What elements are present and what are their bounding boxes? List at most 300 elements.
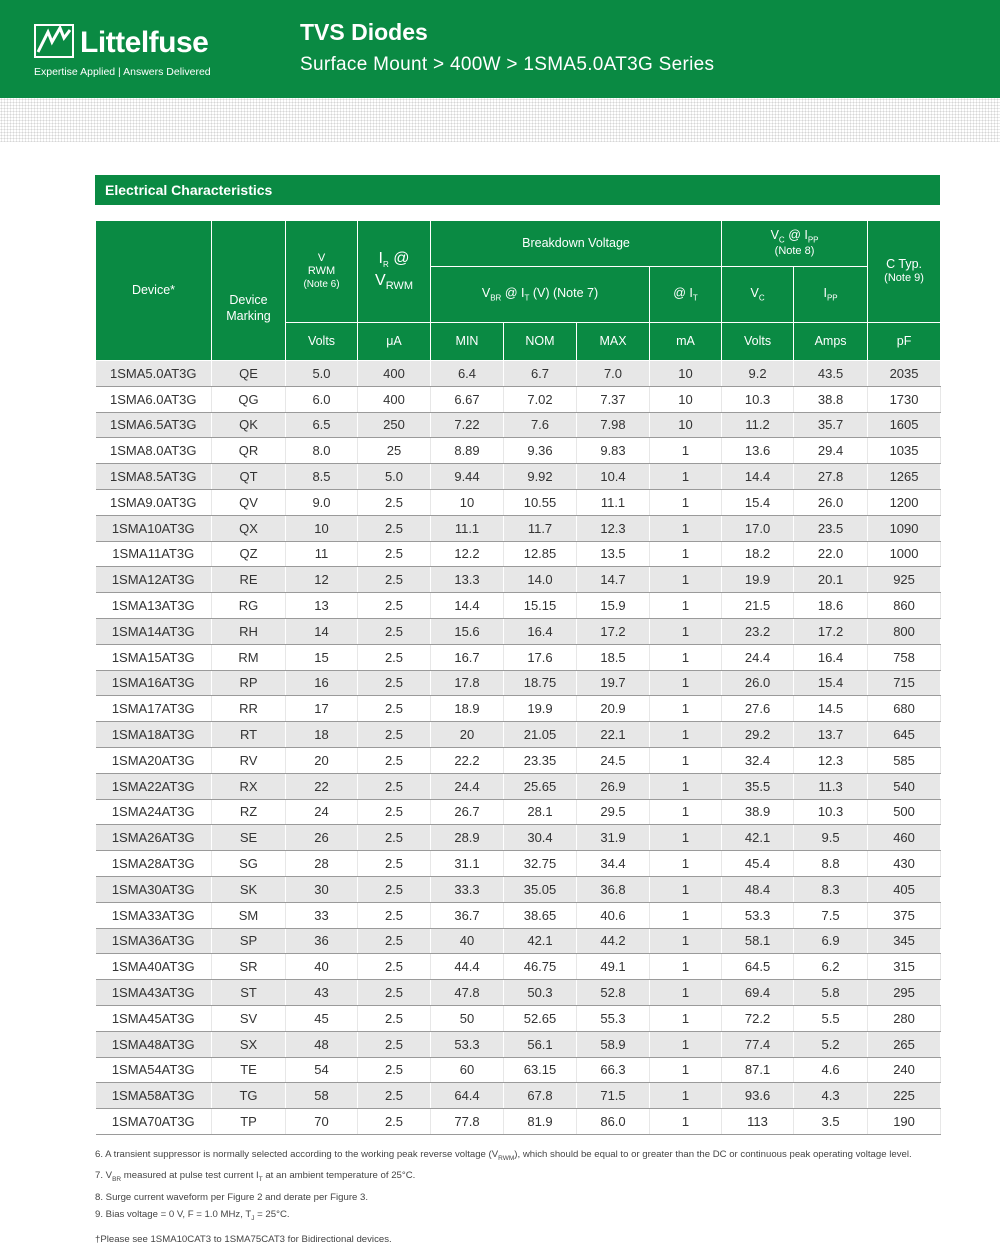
cell-device: 1SMA6.0AT3G: [96, 386, 212, 412]
cell-marking: QG: [212, 386, 286, 412]
cell-vrwm: 70: [286, 1109, 358, 1135]
note-8: 8. Surge current waveform per Figure 2 and derate per Figure 3.: [95, 1191, 369, 1203]
cell-vc: 19.9: [722, 567, 794, 593]
cell-vc: 17.0: [722, 515, 794, 541]
cell-ir: 400: [358, 386, 431, 412]
cell-device: 1SMA6.5AT3G: [96, 412, 212, 438]
cell-vbr-max: 9.83: [577, 438, 650, 464]
cell-device: 1SMA8.5AT3G: [96, 464, 212, 490]
cell-vc: 11.2: [722, 412, 794, 438]
cell-marking: SM: [212, 902, 286, 928]
cell-vbr-min: 7.22: [431, 412, 504, 438]
cell-vbr-min: 60: [431, 1057, 504, 1083]
cell-vrwm: 54: [286, 1057, 358, 1083]
cell-vrwm: 10: [286, 515, 358, 541]
table-row: [96, 902, 941, 928]
cell-ir: 2.5: [358, 928, 431, 954]
cell-c-typ: 645: [868, 722, 941, 748]
cell-vbr-max: 36.8: [577, 876, 650, 902]
cell-vbr-nom: 81.9: [504, 1109, 577, 1135]
cell-vc: 32.4: [722, 747, 794, 773]
cell-vbr-min: 8.89: [431, 438, 504, 464]
cell-vrwm: 26: [286, 825, 358, 851]
cell-vbr-max: 71.5: [577, 1083, 650, 1109]
header-banner: [0, 0, 1000, 98]
cell-c-typ: 460: [868, 825, 941, 851]
cell-vbr-min: 28.9: [431, 825, 504, 851]
cell-marking: RR: [212, 696, 286, 722]
cell-it: 1: [650, 567, 722, 593]
cell-it: 1: [650, 593, 722, 619]
cell-vbr-max: 17.2: [577, 618, 650, 644]
cell-vrwm: 16: [286, 670, 358, 696]
cell-c-typ: 2035: [868, 361, 941, 387]
cell-c-typ: 1090: [868, 515, 941, 541]
cell-it: 1: [650, 670, 722, 696]
table-row: [96, 825, 941, 851]
cell-c-typ: 315: [868, 954, 941, 980]
cell-ipp: 9.5: [794, 825, 868, 851]
cell-vbr-nom: 16.4: [504, 618, 577, 644]
cell-vc: 53.3: [722, 902, 794, 928]
cell-vbr-min: 16.7: [431, 644, 504, 670]
cell-ipp: 6.9: [794, 928, 868, 954]
unit-cell: Volts: [286, 323, 358, 361]
cell-c-typ: 925: [868, 567, 941, 593]
table-row: [96, 722, 941, 748]
cell-vbr-max: 40.6: [577, 902, 650, 928]
cell-device: 1SMA17AT3G: [96, 696, 212, 722]
cell-marking: ST: [212, 980, 286, 1006]
cell-ipp: 16.4: [794, 644, 868, 670]
cell-ir: 2.5: [358, 1109, 431, 1135]
cell-ipp: 14.5: [794, 696, 868, 722]
cell-vbr-max: 55.3: [577, 1005, 650, 1031]
cell-ir: 2.5: [358, 541, 431, 567]
cell-vc: 26.0: [722, 670, 794, 696]
cell-vbr-max: 22.1: [577, 722, 650, 748]
cell-vrwm: 18: [286, 722, 358, 748]
unit-cell: mA: [650, 323, 722, 361]
cell-marking: QV: [212, 489, 286, 515]
cell-vbr-max: 7.37: [577, 386, 650, 412]
cell-marking: TG: [212, 1083, 286, 1109]
cell-vrwm: 58: [286, 1083, 358, 1109]
cell-vbr-nom: 25.65: [504, 773, 577, 799]
table-row: [96, 386, 941, 412]
cell-c-typ: 375: [868, 902, 941, 928]
cell-vc: 69.4: [722, 980, 794, 1006]
cell-vrwm: 15: [286, 644, 358, 670]
cell-marking: QE: [212, 361, 286, 387]
cell-vbr-nom: 50.3: [504, 980, 577, 1006]
cell-vbr-nom: 30.4: [504, 825, 577, 851]
cell-device: 1SMA16AT3G: [96, 670, 212, 696]
cell-ipp: 22.0: [794, 541, 868, 567]
cell-it: 1: [650, 696, 722, 722]
cell-vbr-nom: 56.1: [504, 1031, 577, 1057]
cell-vc: 113: [722, 1109, 794, 1135]
cell-device: 1SMA11AT3G: [96, 541, 212, 567]
table-row: [96, 851, 941, 877]
table-row: [96, 1057, 941, 1083]
cell-marking: RX: [212, 773, 286, 799]
cell-vbr-min: 50: [431, 1005, 504, 1031]
cell-vbr-nom: 38.65: [504, 902, 577, 928]
table-row: [96, 412, 941, 438]
cell-ipp: 23.5: [794, 515, 868, 541]
cell-vc: 93.6: [722, 1083, 794, 1109]
cell-it: 1: [650, 722, 722, 748]
table-row: [96, 696, 941, 722]
cell-ipp: 12.3: [794, 747, 868, 773]
cell-vbr-nom: 23.35: [504, 747, 577, 773]
cell-device: 1SMA24AT3G: [96, 799, 212, 825]
cell-ir: 2.5: [358, 593, 431, 619]
cell-vc: 9.2: [722, 361, 794, 387]
littelfuse-logo[interactable]: [34, 24, 224, 84]
cell-c-typ: 265: [868, 1031, 941, 1057]
cell-ipp: 6.2: [794, 954, 868, 980]
cell-ipp: 8.8: [794, 851, 868, 877]
cell-ipp: 7.5: [794, 902, 868, 928]
table-row: [96, 438, 941, 464]
cell-marking: RG: [212, 593, 286, 619]
cell-vbr-nom: 52.65: [504, 1005, 577, 1031]
cell-marking: RZ: [212, 799, 286, 825]
cell-device: 1SMA43AT3G: [96, 980, 212, 1006]
cell-vbr-max: 29.5: [577, 799, 650, 825]
table-row: [96, 489, 941, 515]
cell-c-typ: 345: [868, 928, 941, 954]
cell-it: 1: [650, 902, 722, 928]
cell-it: 1: [650, 825, 722, 851]
cell-vc: 14.4: [722, 464, 794, 490]
cell-marking: RP: [212, 670, 286, 696]
cell-it: 1: [650, 515, 722, 541]
cell-vbr-max: 15.9: [577, 593, 650, 619]
cell-vbr-max: 44.2: [577, 928, 650, 954]
cell-vbr-min: 6.4: [431, 361, 504, 387]
cell-vbr-nom: 46.75: [504, 954, 577, 980]
cell-ipp: 38.8: [794, 386, 868, 412]
cell-c-typ: 540: [868, 773, 941, 799]
cell-vbr-max: 20.9: [577, 696, 650, 722]
cell-vbr-max: 7.98: [577, 412, 650, 438]
cell-ipp: 13.7: [794, 722, 868, 748]
cell-device: 1SMA8.0AT3G: [96, 438, 212, 464]
cell-marking: TP: [212, 1109, 286, 1135]
cell-it: 10: [650, 386, 722, 412]
cell-it: 1: [650, 1109, 722, 1135]
header-device-marking: Device Marking: [212, 221, 286, 361]
cell-c-typ: 405: [868, 876, 941, 902]
cell-ipp: 20.1: [794, 567, 868, 593]
cell-device: 1SMA15AT3G: [96, 644, 212, 670]
cell-vc: 87.1: [722, 1057, 794, 1083]
cell-it: 1: [650, 541, 722, 567]
cell-vbr-min: 9.44: [431, 464, 504, 490]
footnotes: [95, 1146, 955, 1248]
cell-marking: RV: [212, 747, 286, 773]
cell-device: 1SMA58AT3G: [96, 1083, 212, 1109]
cell-marking: QZ: [212, 541, 286, 567]
cell-vbr-min: 10: [431, 489, 504, 515]
cell-vrwm: 20: [286, 747, 358, 773]
cell-marking: SR: [212, 954, 286, 980]
littelfuse-logo-icon: [34, 24, 74, 58]
cell-vc: 35.5: [722, 773, 794, 799]
cell-vrwm: 9.0: [286, 489, 358, 515]
cell-device: 1SMA13AT3G: [96, 593, 212, 619]
cell-vbr-nom: 7.6: [504, 412, 577, 438]
cell-ir: 2.5: [358, 567, 431, 593]
cell-vbr-min: 17.8: [431, 670, 504, 696]
cell-ipp: 35.7: [794, 412, 868, 438]
cell-marking: QX: [212, 515, 286, 541]
cell-vbr-nom: 12.85: [504, 541, 577, 567]
cell-ir: 2.5: [358, 1031, 431, 1057]
cell-vc: 13.6: [722, 438, 794, 464]
cell-vbr-nom: 7.02: [504, 386, 577, 412]
cell-ipp: 29.4: [794, 438, 868, 464]
cell-marking: SK: [212, 876, 286, 902]
cell-vrwm: 48: [286, 1031, 358, 1057]
cell-vc: 29.2: [722, 722, 794, 748]
cell-ir: 5.0: [358, 464, 431, 490]
cell-it: 1: [650, 747, 722, 773]
cell-device: 1SMA10AT3G: [96, 515, 212, 541]
cell-ipp: 3.5: [794, 1109, 868, 1135]
cell-vbr-min: 22.2: [431, 747, 504, 773]
cell-ir: 2.5: [358, 696, 431, 722]
cell-vc: 48.4: [722, 876, 794, 902]
cell-vrwm: 5.0: [286, 361, 358, 387]
cell-vbr-nom: 17.6: [504, 644, 577, 670]
cell-device: 1SMA54AT3G: [96, 1057, 212, 1083]
cell-it: 10: [650, 361, 722, 387]
cell-ir: 2.5: [358, 644, 431, 670]
cell-ir: 2.5: [358, 722, 431, 748]
cell-vbr-min: 6.67: [431, 386, 504, 412]
cell-device: 1SMA30AT3G: [96, 876, 212, 902]
table-row: [96, 515, 941, 541]
table-row: [96, 773, 941, 799]
cell-marking: RT: [212, 722, 286, 748]
section-title: Electrical Characteristics: [105, 182, 273, 198]
cell-device: 1SMA22AT3G: [96, 773, 212, 799]
cell-c-typ: 280: [868, 1005, 941, 1031]
cell-device: 1SMA9.0AT3G: [96, 489, 212, 515]
cell-it: 1: [650, 1057, 722, 1083]
cell-ipp: 27.8: [794, 464, 868, 490]
cell-it: 1: [650, 954, 722, 980]
cell-ir: 2.5: [358, 1057, 431, 1083]
cell-vrwm: 11: [286, 541, 358, 567]
table-row: [96, 670, 941, 696]
cell-vrwm: 22: [286, 773, 358, 799]
cell-c-typ: 715: [868, 670, 941, 696]
cell-c-typ: 295: [868, 980, 941, 1006]
table-row: [96, 928, 941, 954]
cell-ir: 2.5: [358, 825, 431, 851]
unit-cell: pF: [868, 323, 941, 361]
cell-c-typ: 190: [868, 1109, 941, 1135]
cell-device: 1SMA18AT3G: [96, 722, 212, 748]
cell-vbr-min: 12.2: [431, 541, 504, 567]
cell-vbr-min: 26.7: [431, 799, 504, 825]
cell-ipp: 5.8: [794, 980, 868, 1006]
cell-it: 1: [650, 773, 722, 799]
cell-vbr-min: 14.4: [431, 593, 504, 619]
cell-c-typ: 225: [868, 1083, 941, 1109]
table-body: [96, 361, 941, 1135]
cell-c-typ: 1000: [868, 541, 941, 567]
cell-vrwm: 12: [286, 567, 358, 593]
cell-vbr-nom: 19.9: [504, 696, 577, 722]
unit-cell: MAX: [577, 323, 650, 361]
brand-tagline: Expertise Applied | Answers Delivered: [34, 66, 211, 78]
cell-c-typ: 1200: [868, 489, 941, 515]
cell-ipp: 8.3: [794, 876, 868, 902]
cell-vc: 15.4: [722, 489, 794, 515]
table-row: [96, 954, 941, 980]
cell-it: 1: [650, 644, 722, 670]
cell-vrwm: 6.5: [286, 412, 358, 438]
cell-ir: 2.5: [358, 799, 431, 825]
cell-device: 1SMA5.0AT3G: [96, 361, 212, 387]
cell-ir: 2.5: [358, 851, 431, 877]
cell-device: 1SMA28AT3G: [96, 851, 212, 877]
table-row: [96, 567, 941, 593]
cell-vc: 18.2: [722, 541, 794, 567]
table-row: [96, 980, 941, 1006]
page-title: TVS Diodes: [300, 19, 428, 45]
cell-ipp: 15.4: [794, 670, 868, 696]
cell-vrwm: 24: [286, 799, 358, 825]
cell-ipp: 5.5: [794, 1005, 868, 1031]
cell-vc: 58.1: [722, 928, 794, 954]
cell-vbr-min: 18.9: [431, 696, 504, 722]
cell-c-typ: 680: [868, 696, 941, 722]
cell-vrwm: 36: [286, 928, 358, 954]
cell-vbr-max: 24.5: [577, 747, 650, 773]
cell-ir: 2.5: [358, 1083, 431, 1109]
cell-ir: 25: [358, 438, 431, 464]
cell-vbr-nom: 11.7: [504, 515, 577, 541]
electrical-characteristics-table: [95, 220, 941, 1135]
cell-vbr-min: 31.1: [431, 851, 504, 877]
cell-vrwm: 40: [286, 954, 358, 980]
cell-ir: 2.5: [358, 515, 431, 541]
table-row: [96, 541, 941, 567]
cell-ir: 2.5: [358, 954, 431, 980]
cell-c-typ: 585: [868, 747, 941, 773]
cell-vbr-nom: 32.75: [504, 851, 577, 877]
cell-it: 1: [650, 980, 722, 1006]
cell-ir: 2.5: [358, 747, 431, 773]
cell-vbr-max: 58.9: [577, 1031, 650, 1057]
note-7: 7. $V_{BR}$ measured at pulse test current $I_T$ at an ambient temperature of 25°C.: [95, 1170, 416, 1184]
cell-ir: 2.5: [358, 1005, 431, 1031]
cell-vbr-max: 66.3: [577, 1057, 650, 1083]
cell-vbr-max: 86.0: [577, 1109, 650, 1135]
cell-vbr-min: 40: [431, 928, 504, 954]
cell-ipp: 18.6: [794, 593, 868, 619]
cell-vbr-min: 44.4: [431, 954, 504, 980]
cell-vbr-nom: 67.8: [504, 1083, 577, 1109]
cell-c-typ: 430: [868, 851, 941, 877]
cell-vbr-max: 49.1: [577, 954, 650, 980]
cell-it: 1: [650, 876, 722, 902]
header-c-typ: C Typ. (Note 9): [868, 221, 941, 323]
cell-ir: 2.5: [358, 618, 431, 644]
cell-it: 1: [650, 464, 722, 490]
cell-vc: 45.4: [722, 851, 794, 877]
cell-it: 1: [650, 1083, 722, 1109]
cell-vbr-min: 13.3: [431, 567, 504, 593]
cell-marking: SE: [212, 825, 286, 851]
cell-vc: 24.4: [722, 644, 794, 670]
cell-device: 1SMA36AT3G: [96, 928, 212, 954]
cell-vbr-min: 64.4: [431, 1083, 504, 1109]
header-vrwm: V RWM (Note 6): [286, 221, 358, 323]
table-row: [96, 1031, 941, 1057]
cell-vrwm: 8.0: [286, 438, 358, 464]
table-row: [96, 644, 941, 670]
cell-vbr-nom: 15.15: [504, 593, 577, 619]
cell-vbr-nom: 9.36: [504, 438, 577, 464]
cell-vrwm: 28: [286, 851, 358, 877]
table-row: [96, 747, 941, 773]
table-row: [96, 361, 941, 387]
cell-vc: 23.2: [722, 618, 794, 644]
cell-vrwm: 30: [286, 876, 358, 902]
cell-vbr-max: 14.7: [577, 567, 650, 593]
cell-vc: 42.1: [722, 825, 794, 851]
cell-device: 1SMA26AT3G: [96, 825, 212, 851]
cell-marking: SV: [212, 1005, 286, 1031]
cell-device: 1SMA48AT3G: [96, 1031, 212, 1057]
table-row: [96, 464, 941, 490]
cell-c-typ: 1730: [868, 386, 941, 412]
cell-c-typ: 860: [868, 593, 941, 619]
cell-marking: SG: [212, 851, 286, 877]
cell-vbr-nom: 28.1: [504, 799, 577, 825]
table-row: [96, 1005, 941, 1031]
cell-vrwm: 14: [286, 618, 358, 644]
cell-ipp: 10.3: [794, 799, 868, 825]
cell-vc: 72.2: [722, 1005, 794, 1031]
cell-vc: 10.3: [722, 386, 794, 412]
cell-device: 1SMA20AT3G: [96, 747, 212, 773]
header-vc-at-ipp: $V_C$ @ $I_{PP}$ (Note 8): [722, 221, 868, 267]
cell-vbr-min: 47.8: [431, 980, 504, 1006]
dotted-divider: [0, 98, 1000, 142]
table-row: [96, 618, 941, 644]
cell-vbr-max: 10.4: [577, 464, 650, 490]
cell-it: 1: [650, 1005, 722, 1031]
cell-vbr-min: 24.4: [431, 773, 504, 799]
brand-name: Littelfuse: [80, 26, 209, 59]
cell-vrwm: 6.0: [286, 386, 358, 412]
cell-vbr-max: 19.7: [577, 670, 650, 696]
cell-vbr-max: 34.4: [577, 851, 650, 877]
cell-vc: 77.4: [722, 1031, 794, 1057]
unit-cell: MIN: [431, 323, 504, 361]
cell-device: 1SMA45AT3G: [96, 1005, 212, 1031]
unit-cell: Amps: [794, 323, 868, 361]
